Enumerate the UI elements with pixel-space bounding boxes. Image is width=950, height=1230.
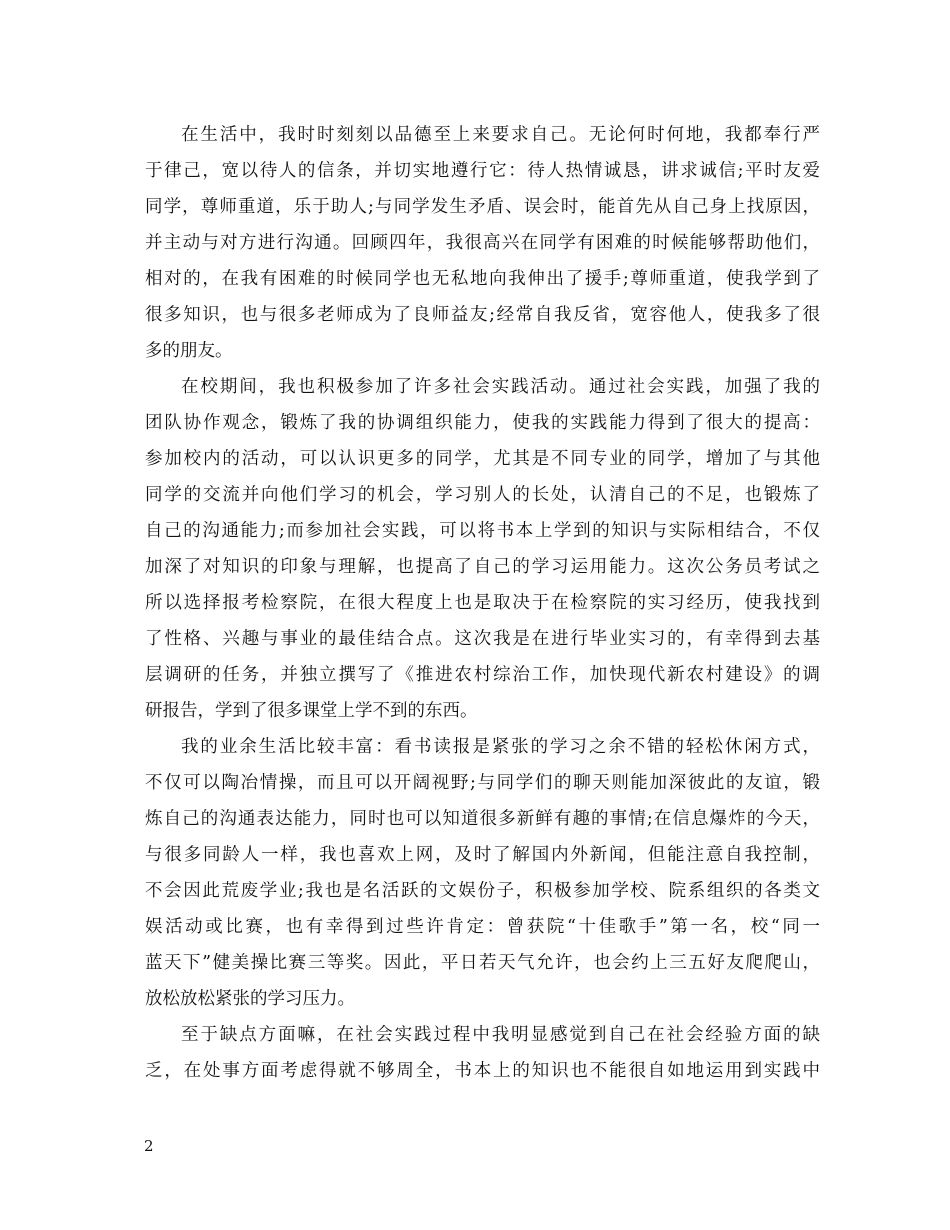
paragraph-1-line-3: 同学，尊师重道，乐于助人;与同学发生矛盾、误会时，能首先从自己身上找原因， [145, 197, 820, 217]
paragraph-2-line-9: 层调研的任务，并独立撰写了《推进农村综治工作，加快现代新农村建设》的调 [145, 665, 820, 685]
paragraph-2-line-10: 研报告，学到了很多课堂上学不到的东西。 [145, 701, 478, 721]
paragraph-1-line-5: 相对的，在我有困难的时候同学也无私地向我伸出了援手;尊师重道，使我学到了 [145, 269, 820, 289]
paragraph-2-line-6: 加深了对知识的印象与理解，也提高了自己的学习运用能力。这次公务员考试之 [145, 557, 820, 577]
paragraph-3-line-1: 我的业余生活比较丰富：看书读报是紧张的学习之余不错的轻松休闲方式， [181, 737, 820, 757]
paragraph-3-line-7: 蓝天下”健美操比赛三等奖。因此，平日若天气允许，也会约上三五好友爬爬山， [145, 953, 820, 973]
paragraph-4-line-1: 至于缺点方面嘛，在社会实践过程中我明显感觉到自己在社会经验方面的缺 [181, 1025, 820, 1045]
paragraph-2-line-2: 团队协作观念，锻炼了我的协调组织能力，使我的实践能力得到了很大的提高： [145, 413, 820, 433]
body-text [145, 117, 820, 1089]
paragraph-1-line-4: 并主动与对方进行沟通。回顾四年，我很高兴在同学有困难的时候能够帮助他们， [145, 233, 820, 253]
paragraph-1-line-2: 于律己，宽以待人的信条，并切实地遵行它：待人热情诚恳，讲求诚信;平时友爱 [145, 161, 820, 181]
paragraph-3-line-5: 不会因此荒废学业;我也是名活跃的文娱份子，积极参加学校、院系组织的各类文 [145, 881, 820, 901]
paragraph-4-line-2: 乏，在处事方面考虑得就不够周全，书本上的知识也不能很自如地运用到实践中 [145, 1061, 820, 1081]
paragraph-2-line-7: 所以选择报考检察院，在很大程度上也是取决于在检察院的实习经历，使我找到 [145, 593, 820, 613]
paragraph-3-line-8: 放松放松紧张的学习压力。 [145, 989, 355, 1009]
paragraph-2-line-3: 参加校内的活动，可以认识更多的同学，尤其是不同专业的同学，增加了与其他 [145, 449, 820, 469]
paragraph-1-line-1: 在生活中，我时时刻刻以品德至上来要求自己。无论何时何地，我都奉行严 [181, 125, 820, 145]
paragraph-1-line-6: 很多知识，也与很多老师成为了良师益友;经常自我反省，宽容他人，使我多了很 [145, 305, 820, 325]
paragraph-3-line-2: 不仅可以陶冶情操，而且可以开阔视野;与同学们的聊天则能加深彼此的友谊，锻 [145, 773, 820, 793]
page-number: 2 [144, 1137, 154, 1155]
paragraph-2-line-5: 自己的沟通能力;而参加社会实践，可以将书本上学到的知识与实际相结合，不仅 [145, 521, 820, 541]
paragraph-3-line-4: 与很多同龄人一样，我也喜欢上网，及时了解国内外新闻，但能注意自我控制， [145, 845, 820, 865]
paragraph-2-line-1: 在校期间，我也积极参加了许多社会实践活动。通过社会实践，加强了我的 [181, 377, 820, 397]
paragraph-2-line-4: 同学的交流并向他们学习的机会，学习别人的长处，认清自己的不足，也锻炼了 [145, 485, 820, 505]
paragraph-2-line-8: 了性格、兴趣与事业的最佳结合点。这次我是在进行毕业实习的，有幸得到去基 [145, 629, 820, 649]
paragraph-3-line-6: 娱活动或比赛，也有幸得到过些许肯定：曾获院“十佳歌手”第一名，校“同一 [145, 917, 820, 937]
paragraph-3-line-3: 炼自己的沟通表达能力，同时也可以知道很多新鲜有趣的事情;在信息爆炸的今天， [145, 809, 820, 829]
paragraph-1-line-7: 多的朋友。 [145, 341, 233, 361]
